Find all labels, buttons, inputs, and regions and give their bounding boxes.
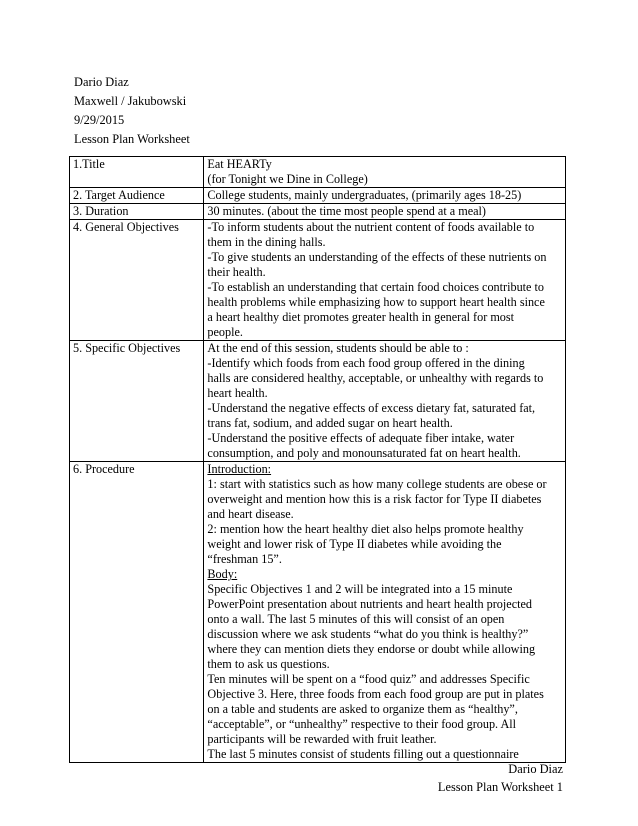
document-title: Lesson Plan Worksheet bbox=[74, 132, 190, 146]
row-content bbox=[204, 188, 566, 204]
instructors: Maxwell / Jakubowski bbox=[74, 94, 187, 108]
footer-page-label: Lesson Plan Worksheet 1 bbox=[437, 780, 563, 794]
content-line: 1: start with statistics such as how many college students are obese or bbox=[207, 477, 547, 491]
content-line: them to ask us questions. bbox=[207, 657, 330, 671]
content-line: -Understand the negative effects of excess dietary fat, saturated fat, bbox=[207, 401, 536, 415]
row-label: 1.Title bbox=[70, 157, 204, 188]
document-header bbox=[74, 73, 190, 149]
table-row bbox=[70, 204, 566, 220]
author-name: Dario Diaz bbox=[74, 75, 129, 89]
content-line: -Understand the positive effects of adequate fiber intake, water bbox=[207, 431, 515, 445]
footer-author-name: Dario Diaz bbox=[508, 762, 563, 776]
content-line: Ten minutes will be spent on a “food quiz” and addresses Specific bbox=[207, 672, 530, 686]
content-line: participants will be rewarded with fruit leather. bbox=[207, 732, 437, 746]
table-row bbox=[70, 341, 566, 462]
row-label: 2. Target Audience bbox=[70, 188, 204, 204]
content-line: on a table and students are asked to organize them as “healthy”, bbox=[207, 702, 518, 716]
content-line: 2: mention how the heart healthy diet also helps promote healthy bbox=[207, 522, 524, 536]
content-line: them in the dining halls. bbox=[207, 235, 326, 249]
content-line: -Identify which foods from each food group offered in the dining bbox=[207, 356, 525, 370]
table-row bbox=[70, 462, 566, 763]
row-content bbox=[204, 157, 566, 188]
row-content bbox=[204, 341, 566, 462]
content-line: and heart disease. bbox=[207, 507, 294, 521]
section-heading: Body: bbox=[207, 567, 238, 581]
content-line: “freshman 15”. bbox=[207, 552, 282, 566]
content-line: -To give students an understanding of the effects of these nutrients on bbox=[207, 250, 547, 264]
content-line: College students, mainly undergraduates, (primarily ages 18-25) bbox=[207, 188, 522, 202]
table-row bbox=[70, 188, 566, 204]
lesson-plan-table bbox=[69, 156, 566, 763]
content-line: heart health. bbox=[207, 386, 268, 400]
table-row bbox=[70, 220, 566, 341]
content-line: health problems while emphasizing how to support heart health since bbox=[207, 295, 545, 309]
content-line: trans fat, sodium, and added sugar on heart health. bbox=[207, 416, 453, 430]
content-line: their health. bbox=[207, 265, 266, 279]
section-heading: Introduction: bbox=[207, 462, 272, 476]
row-label: 3. Duration bbox=[70, 204, 204, 220]
content-line: (for Tonight we Dine in College) bbox=[207, 172, 368, 186]
content-line: 30 minutes. (about the time most people spend at a meal) bbox=[207, 204, 486, 218]
content-line: -To establish an understanding that certain food choices contribute to bbox=[207, 280, 544, 294]
row-label: 6. Procedure bbox=[70, 462, 204, 763]
date: 9/29/2015 bbox=[74, 113, 125, 127]
content-line: where they can mention diets they endorse or doubt while allowing bbox=[207, 642, 536, 656]
lesson-plan-table-body bbox=[70, 157, 566, 763]
content-line: overweight and mention how this is a risk factor for Type II diabetes bbox=[207, 492, 542, 506]
content-line: weight and lower risk of Type II diabetes while avoiding the bbox=[207, 537, 502, 551]
content-line: PowerPoint presentation about nutrients and heart health projected bbox=[207, 597, 532, 611]
content-line: a heart healthy diet promotes greater health in general for most bbox=[207, 310, 515, 324]
content-line: discussion where we ask students “what do you think is healthy?” bbox=[207, 627, 529, 641]
content-line: “acceptable”, or “unhealthy” respective to their food group. All bbox=[207, 717, 517, 731]
content-line: -To inform students about the nutrient content of foods available to bbox=[207, 220, 535, 234]
content-line: Objective 3. Here, three foods from each food group are put in plates bbox=[207, 687, 544, 701]
table-row bbox=[70, 157, 566, 188]
content-line: At the end of this session, students should be able to : bbox=[207, 341, 469, 355]
content-line: Eat HEARTy bbox=[207, 157, 272, 171]
content-line: people. bbox=[207, 325, 243, 339]
content-line: halls are considered healthy, acceptable, or unhealthy with regards to bbox=[207, 371, 544, 385]
content-line: The last 5 minutes consist of students filling out a questionnaire bbox=[207, 747, 519, 761]
page-footer bbox=[438, 760, 563, 796]
content-line: Specific Objectives 1 and 2 will be integrated into a 15 minute bbox=[207, 582, 513, 596]
row-label: 5. Specific Objectives bbox=[70, 341, 204, 462]
row-label: 4. General Objectives bbox=[70, 220, 204, 341]
row-content bbox=[204, 204, 566, 220]
content-line: consumption, and poly and monounsaturated fat on heart health. bbox=[207, 446, 521, 460]
row-content bbox=[204, 220, 566, 341]
content-line: onto a wall. The last 5 minutes of this will consist of an open bbox=[207, 612, 505, 626]
row-content bbox=[204, 462, 566, 763]
